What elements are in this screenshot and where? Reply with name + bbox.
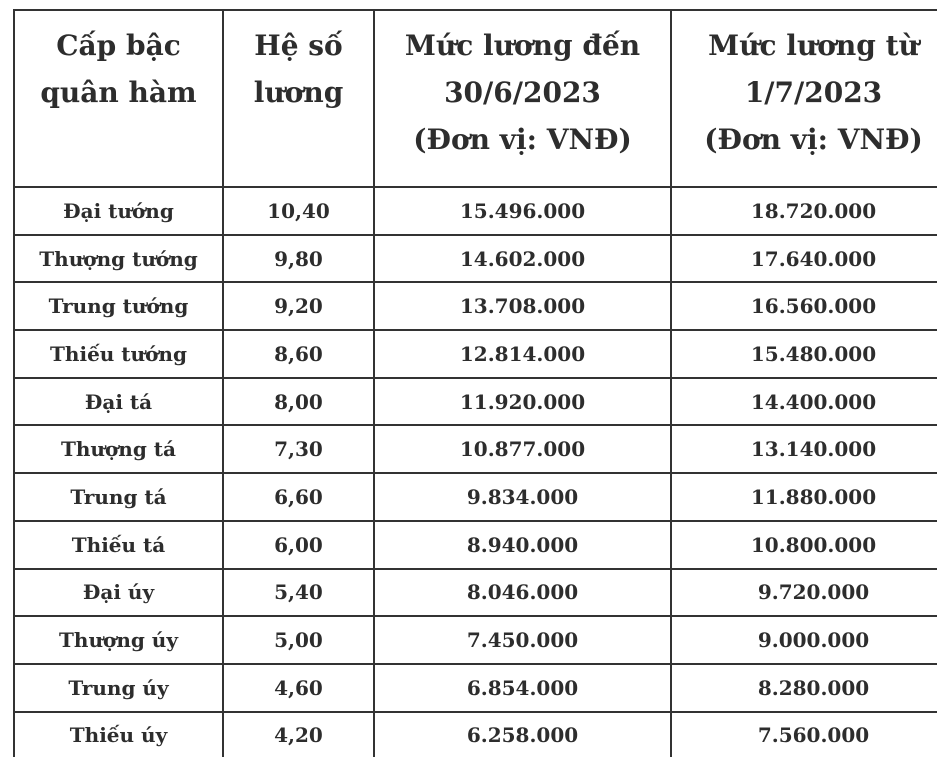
cell-salary-until: 6.854.000 <box>374 664 671 712</box>
cell-salary-from: 13.140.000 <box>671 425 937 473</box>
table-row <box>14 378 937 426</box>
cell-coefficient: 8,00 <box>223 378 374 426</box>
table-row <box>14 616 937 664</box>
cell-coefficient: 10,40 <box>223 187 374 235</box>
cell-rank: Thượng tướng <box>14 235 223 283</box>
cell-salary-from: 14.400.000 <box>671 378 937 426</box>
column-header-rank <box>14 10 223 187</box>
table-row <box>14 664 937 712</box>
header-line: 1/7/2023 <box>744 76 883 109</box>
header-line: quân hàm <box>40 76 197 109</box>
cell-salary-from: 11.880.000 <box>671 473 937 521</box>
header-line: 30/6/2023 <box>444 76 601 109</box>
header-line: Mức lương từ <box>708 29 919 62</box>
header-line: (Đơn vị: VNĐ) <box>704 123 923 156</box>
cell-salary-until: 10.877.000 <box>374 425 671 473</box>
cell-coefficient: 5,00 <box>223 616 374 664</box>
header-line: Cấp bậc <box>56 29 181 62</box>
table-row <box>14 712 937 757</box>
header-line: Hệ số <box>254 29 343 62</box>
cell-salary-until: 9.834.000 <box>374 473 671 521</box>
table-row <box>14 187 937 235</box>
cell-rank: Thượng úy <box>14 616 223 664</box>
cell-coefficient: 9,20 <box>223 282 374 330</box>
cell-coefficient: 4,60 <box>223 664 374 712</box>
cell-rank: Thiếu úy <box>14 712 223 757</box>
cell-salary-until: 13.708.000 <box>374 282 671 330</box>
cell-coefficient: 6,00 <box>223 521 374 569</box>
cell-coefficient: 8,60 <box>223 330 374 378</box>
cell-rank: Đại tướng <box>14 187 223 235</box>
cell-salary-from: 16.560.000 <box>671 282 937 330</box>
table-row <box>14 521 937 569</box>
cell-salary-until: 8.046.000 <box>374 569 671 617</box>
cell-salary-from: 8.280.000 <box>671 664 937 712</box>
cell-rank: Thiếu tá <box>14 521 223 569</box>
cell-salary-until: 15.496.000 <box>374 187 671 235</box>
cell-salary-from: 9.000.000 <box>671 616 937 664</box>
cell-salary-until: 11.920.000 <box>374 378 671 426</box>
cell-coefficient: 7,30 <box>223 425 374 473</box>
table-row <box>14 425 937 473</box>
column-header-coefficient <box>223 10 374 187</box>
cell-salary-until: 7.450.000 <box>374 616 671 664</box>
header-row <box>14 10 937 187</box>
cell-salary-from: 7.560.000 <box>671 712 937 757</box>
cell-coefficient: 5,40 <box>223 569 374 617</box>
cell-rank: Thượng tá <box>14 425 223 473</box>
table-row <box>14 473 937 521</box>
cell-rank: Trung tướng <box>14 282 223 330</box>
cell-salary-until: 6.258.000 <box>374 712 671 757</box>
cell-rank: Thiếu tướng <box>14 330 223 378</box>
cell-salary-from: 18.720.000 <box>671 187 937 235</box>
header-line: (Đơn vị: VNĐ) <box>413 123 632 156</box>
table-row <box>14 235 937 283</box>
header-line: lương <box>253 76 344 109</box>
header-line: Mức lương đến <box>404 29 641 62</box>
cell-salary-from: 9.720.000 <box>671 569 937 617</box>
cell-rank: Trung tá <box>14 473 223 521</box>
cell-salary-until: 12.814.000 <box>374 330 671 378</box>
column-header-salary-until <box>374 10 671 187</box>
cell-rank: Đại tá <box>14 378 223 426</box>
cell-rank: Đại úy <box>14 569 223 617</box>
table-row <box>14 282 937 330</box>
cell-salary-until: 8.940.000 <box>374 521 671 569</box>
table-row <box>14 569 937 617</box>
cell-salary-from: 15.480.000 <box>671 330 937 378</box>
cell-rank: Trung úy <box>14 664 223 712</box>
cell-salary-from: 17.640.000 <box>671 235 937 283</box>
cell-coefficient: 9,80 <box>223 235 374 283</box>
cell-salary-from: 10.800.000 <box>671 521 937 569</box>
cell-coefficient: 6,60 <box>223 473 374 521</box>
column-header-salary-from <box>671 10 937 187</box>
military-salary-table <box>13 9 937 757</box>
cell-salary-until: 14.602.000 <box>374 235 671 283</box>
table-row <box>14 330 937 378</box>
cell-coefficient: 4,20 <box>223 712 374 757</box>
